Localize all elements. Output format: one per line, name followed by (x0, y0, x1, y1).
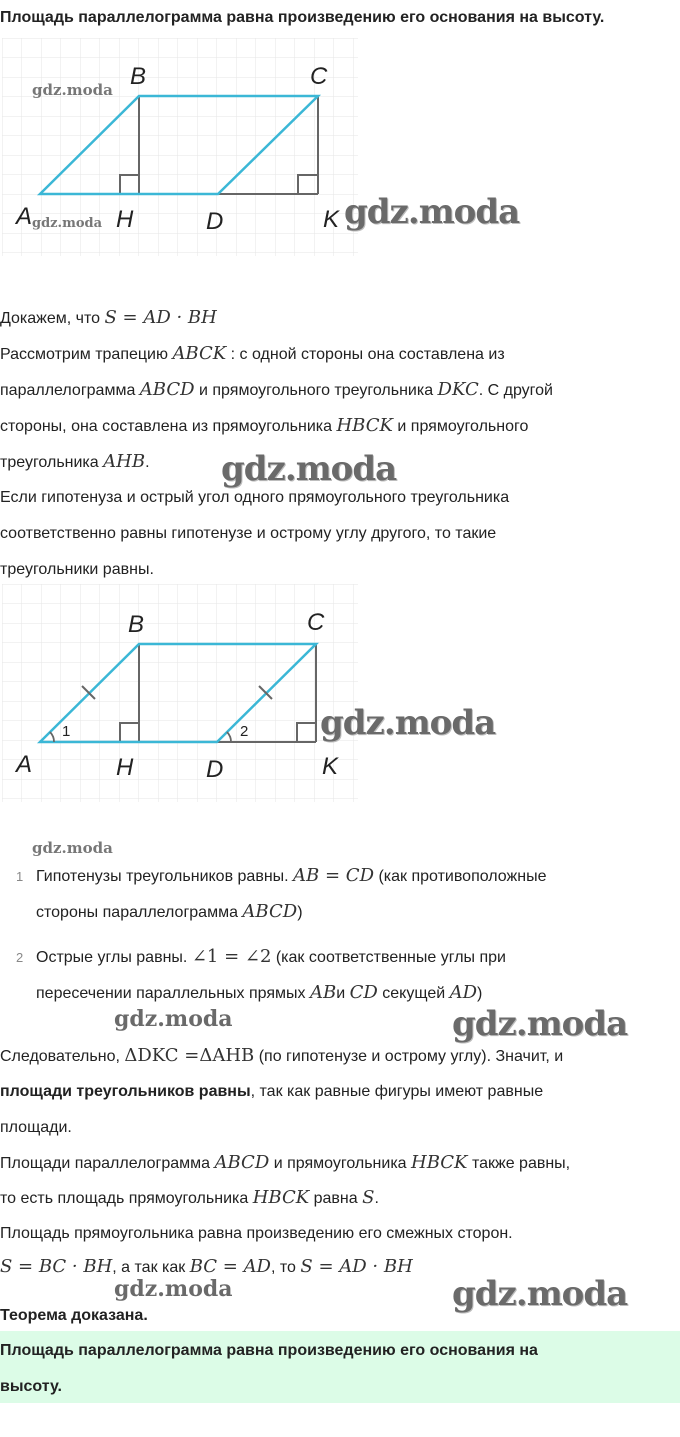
conclusion-line-1: Следовательно, ΔDKC =ΔAHB (по гипотенузе и острому углу). Значит, и (0, 1045, 564, 1066)
proof-line-7: соответственно равны гипотенузе и острому углу другого, то такие (0, 525, 497, 542)
conclusion-line-7: S = BC · BH, а так как BC = AD, то S = AD · BH (0, 1256, 413, 1277)
list-item-2-line-2: пересечении параллельных прямых ABи CD секущей AD) (36, 982, 483, 1003)
proof-line-3: параллелограмма ABCD и прямоугольного треугольника DKC. С другой (0, 379, 553, 400)
label-c: C (307, 609, 325, 636)
proof-line-6: Если гипотенуза и острый угол одного прямоугольного треугольника (0, 489, 510, 506)
callout-line-2: высоту. (0, 1378, 62, 1395)
watermark-logo: gdz.moda (114, 1006, 233, 1032)
summary-callout (0, 1331, 680, 1403)
watermark-logo: gdz.moda (344, 192, 520, 232)
list-number-1: 1 (16, 869, 24, 884)
label-c: C (310, 63, 328, 90)
angle-label-2: 2 (240, 723, 249, 740)
label-b: B (128, 611, 145, 638)
label-a: A (16, 751, 33, 778)
conclusion-line-2: площади треугольников равны, так как равные фигуры имеют равные (0, 1083, 544, 1100)
watermark-logo: gdz.moda (32, 839, 113, 857)
page-heading: Площадь параллелограмма равна произведению его основания на высоту. (0, 9, 605, 26)
list-item-2-line-1: Острые углы равны. ∠1 = ∠2 (как соответственные углы при (36, 946, 506, 967)
proof-line-8: треугольники равны. (0, 561, 154, 578)
watermark-logo: gdz.moda (114, 1276, 233, 1302)
grid-background (2, 584, 358, 802)
watermark-logo: gdz.moda (452, 1004, 628, 1044)
label-k: K (323, 206, 340, 233)
callout-line-1: Площадь параллелограмма равна произведению его основания на (0, 1342, 538, 1359)
theorem-proved: Теорема доказана. (0, 1307, 148, 1324)
label-d: D (206, 756, 224, 783)
proof-line-2: Рассмотрим трапецию ABCK : с одной стороны она составлена из (0, 343, 505, 364)
angle-label-1: 1 (62, 723, 71, 740)
watermark-logo: gdz.moda (32, 81, 113, 99)
list-number-2: 2 (16, 950, 24, 965)
proof-line-1: Докажем, что S = AD · BH (0, 307, 217, 328)
list-item-1-line-2: стороны параллелограмма ABCD) (36, 901, 303, 922)
label-h: H (116, 754, 134, 781)
label-b: B (130, 63, 147, 90)
label-k: K (322, 753, 339, 780)
proof-line-5: треугольника AHB. (0, 451, 150, 472)
watermark-logo: gdz.moda (32, 216, 103, 231)
conclusion-line-3: площади. (0, 1119, 72, 1136)
conclusion-line-4: Площади параллелограмма ABCD и прямоугольника HBCK также равны, (0, 1152, 571, 1173)
watermark-logo: gdz.moda (320, 703, 496, 743)
watermark-logo: gdz.moda (221, 449, 397, 489)
label-d: D (206, 208, 224, 235)
watermark-logo: gdz.moda (452, 1274, 628, 1314)
label-a: A (16, 203, 33, 230)
conclusion-line-6: Площадь прямоугольника равна произведению его смежных сторон. (0, 1225, 513, 1242)
figure-parallelogram-2 (0, 582, 360, 804)
proof-line-4: стороны, она составлена из прямоугольника HBCK и прямоугольного (0, 415, 529, 436)
conclusion-line-5: то есть площадь прямоугольника HBCK равна S. (0, 1187, 379, 1208)
label-h: H (116, 206, 134, 233)
list-item-1-line-1: Гипотенузы треугольников равны. AB = CD (как противоположные (36, 865, 547, 886)
